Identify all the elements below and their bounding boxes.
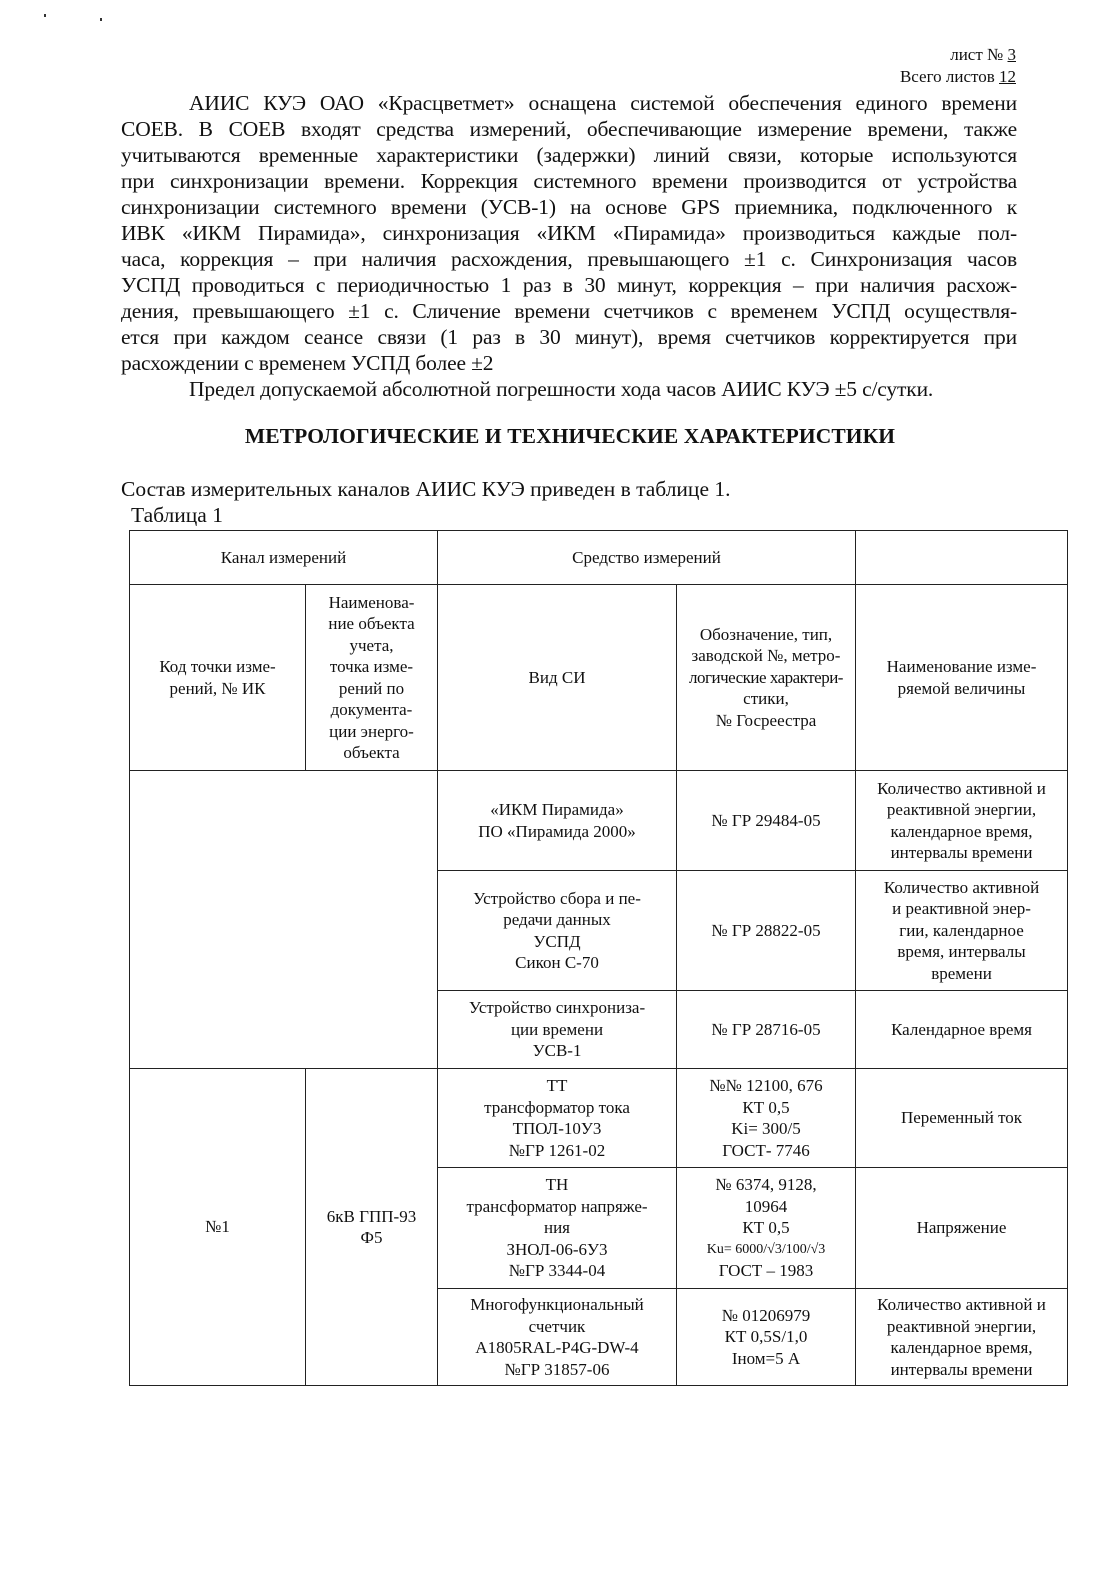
cell-text: 6кВ ГПП-93	[326, 1206, 417, 1226]
cell-text: точка изме-	[329, 657, 414, 676]
cell-quantity	[856, 771, 1068, 871]
cell-text: Количество активной и	[877, 1295, 1046, 1314]
cell-text: Обозначение, тип,	[699, 624, 833, 644]
cell-text: рений по	[338, 678, 405, 698]
cell-channel-code: №1	[130, 1069, 306, 1386]
total-label: Всего листов	[899, 67, 995, 86]
cell-text: ряемой величины	[897, 678, 1026, 698]
cell-type	[438, 1168, 677, 1289]
cell-text: Сикон С-70	[515, 953, 599, 972]
cell-text: Количество активной	[883, 877, 1040, 897]
cell-text: времени	[931, 963, 992, 983]
col-header-code	[130, 585, 306, 771]
cell-text: № ГР 28716-05	[711, 1019, 821, 1039]
cell-text: Ki= 300/5	[731, 1119, 801, 1138]
cell-text: КТ 0,5	[742, 1097, 790, 1117]
cell-text: 10964	[744, 1196, 788, 1216]
section-heading: МЕТРОЛОГИЧЕСКИЕ И ТЕХНИЧЕСКИЕ ХАРАКТЕРИСТИКИ	[244, 424, 896, 448]
cell-text: Многофункциональный	[470, 1295, 644, 1314]
cell-designation	[677, 871, 856, 991]
total-sheets	[900, 66, 1016, 88]
cell-text: трансформатор тока	[484, 1097, 630, 1117]
table-row	[130, 771, 1068, 871]
cell-text: ции времени	[510, 1019, 604, 1039]
cell-text: гии, календарное	[899, 920, 1024, 940]
cell-text: Календарное время	[891, 1019, 1032, 1039]
cell-text: № 01206979	[721, 1305, 811, 1325]
cell-text: ЗНОЛ-06-6У3	[506, 1239, 608, 1259]
table-row	[130, 1069, 1068, 1168]
cell-text: реактивной энергии,	[886, 1316, 1037, 1336]
cell-type	[438, 771, 677, 871]
cell-text: календарное время,	[890, 821, 1033, 841]
cell-text: №№ 12100, 676	[709, 1076, 823, 1095]
paragraph-line: при синхронизации времени. Коррекция системного времени производится от устройства	[121, 169, 1017, 193]
cell-text: время, интервалы	[897, 942, 1026, 962]
cell-text: Переменный ток	[900, 1108, 1023, 1128]
cell-quantity	[856, 991, 1068, 1069]
group-header-channel: Канал измерений	[130, 531, 438, 585]
col-header-object	[306, 585, 438, 771]
cell-text: ПО «Пирамида 2000»	[478, 821, 636, 841]
cell-quantity	[856, 871, 1068, 991]
cell-text: Количество активной и	[877, 778, 1046, 798]
cell-text: КТ 0,5S/1,0	[724, 1327, 808, 1347]
cell-text: Напряжение	[916, 1218, 1007, 1238]
cell-text: ГОСТ – 1983	[718, 1261, 814, 1281]
cell-designation	[677, 991, 856, 1069]
cell-type	[438, 991, 677, 1069]
cell-text: Код точки изме-	[159, 657, 276, 676]
scan-speck	[100, 18, 102, 21]
cell-text: ТПОЛ-10У3	[512, 1119, 602, 1138]
cell-text: № ГР 29484-05	[711, 810, 821, 830]
paragraph-line: расхождении с временем УСПД более ±2	[121, 351, 494, 375]
measurement-channels-table	[129, 530, 1068, 1386]
cell-text: №ГР 1261-02	[508, 1140, 606, 1160]
cell-text: счетчик	[528, 1316, 586, 1336]
cell-text: Вид СИ	[528, 667, 586, 687]
cell-quantity	[856, 1168, 1068, 1289]
cell-object-name	[306, 1069, 438, 1386]
cell-text: ГОСТ- 7746	[722, 1140, 810, 1160]
paragraph-time-sync	[121, 90, 1017, 402]
cell-type	[438, 1069, 677, 1168]
paragraph-line: УСПД проводиться с периодичностью 1 раз в 30 минут, коррекция – при наличия расхож-	[121, 273, 1017, 297]
cell-text: Устройство синхрониза-	[468, 998, 646, 1018]
paragraph-line: синхронизации системного времени (УСВ-1) на основе GPS приемника, подключенного к	[121, 195, 1017, 219]
cell-text: и реактивной энер-	[892, 899, 1031, 919]
col-header-type	[438, 585, 677, 771]
sheet-number	[950, 44, 1016, 66]
cell-text: ние объекта	[328, 614, 415, 633]
cell-text: КТ 0,5	[742, 1218, 790, 1238]
table-intro: Состав измерительных каналов АИИС КУЭ приведен в таблице 1.	[121, 477, 731, 501]
cell-text: ния	[543, 1218, 570, 1238]
paragraph-line: АИИС КУЭ ОАО «Красцветмет» оснащена системой обеспечения единого времени	[189, 91, 1017, 115]
cell-text: № 6374, 9128,	[715, 1175, 817, 1195]
col-header-quantity	[856, 585, 1068, 771]
col-header-designation	[677, 585, 856, 771]
table-column-header-row	[130, 585, 1068, 771]
cell-designation	[677, 1069, 856, 1168]
paragraph-line: часа, коррекция – при наличия расхождения, превышающего ±1 с. Синхронизация часов	[121, 247, 1017, 271]
cell-text: № Госреестра	[715, 710, 817, 730]
cell-text: интервалы времени	[890, 843, 1033, 862]
cell-type	[438, 871, 677, 991]
cell-quantity	[856, 1069, 1068, 1168]
cell-text: № ГР 28822-05	[711, 920, 821, 940]
cell-text: УСПД	[533, 931, 581, 951]
cell-text: учета,	[349, 635, 394, 655]
cell-text: №ГР 31857-06	[504, 1359, 610, 1379]
cell-quantity	[856, 1289, 1068, 1386]
scan-speck	[44, 14, 46, 17]
cell-text: №ГР 3344-04	[508, 1261, 606, 1281]
cell-text: логические характери-	[689, 667, 843, 687]
paragraph-line: ИВК «ИКМ Пирамида», синхронизация «ИКМ «Пирамида» производиться каждые пол-	[121, 221, 1017, 245]
cell-text: трансформатор напряже-	[466, 1196, 648, 1216]
table-group-header-row	[130, 531, 1068, 585]
cell-text: реактивной энергии,	[886, 800, 1037, 819]
paragraph-line: дения, превышающего ±1 с. Сличение времени счетчиков с временем УСПД осуществля-	[121, 299, 1017, 323]
cell-text: ции энерго-	[329, 721, 414, 741]
table-caption: Таблица 1	[131, 503, 223, 527]
cell-type	[438, 1289, 677, 1386]
cell-designation	[677, 1168, 856, 1289]
total-number-value: 12	[999, 67, 1016, 86]
cell-text: УСВ-1	[532, 1041, 582, 1061]
cell-designation	[677, 1289, 856, 1386]
cell-text: Устройство сбора и пе-	[473, 888, 641, 908]
cell-text: объекта	[343, 743, 400, 762]
cell-text: календарное время,	[890, 1338, 1033, 1357]
common-empty-cell	[130, 771, 438, 1069]
cell-text: Наименова-	[328, 592, 415, 612]
cell-text: Ф5	[360, 1228, 383, 1247]
paragraph-line: ется при каждом сеансе связи (1 раз в 30 минут), время счетчиков корректируется при	[121, 325, 1017, 349]
cell-text: Наименование изме-	[886, 657, 1037, 676]
cell-text: стики,	[743, 689, 789, 709]
paragraph-line: учитываются временные характеристики (задержки) линий связи, которые используются	[121, 143, 1017, 167]
cell-text: Iном=5 А	[731, 1348, 801, 1368]
cell-text: А1805RAL-P4G-DW-4	[475, 1338, 639, 1357]
cell-designation	[677, 771, 856, 871]
group-header-empty	[856, 531, 1068, 585]
paragraph-clock-error: Предел допускаемой абсолютной погрешности хода часов АИИС КУЭ ±5 с/сутки.	[189, 377, 934, 401]
sheet-number-value: 3	[1007, 45, 1016, 64]
cell-text: ТТ	[546, 1076, 568, 1095]
cell-text: заводской №, метро-	[691, 646, 841, 666]
group-header-instrument: Средство измерений	[438, 531, 856, 585]
cell-text: интервалы времени	[890, 1359, 1033, 1379]
cell-text: документа-	[330, 700, 413, 719]
paragraph-line: СОЕВ. В СОЕВ входят средства измерений, обеспечивающие измерение времени, также	[121, 117, 1017, 141]
cell-text: «ИКМ Пирамида»	[490, 800, 624, 819]
cell-text: рений, № ИК	[169, 678, 266, 698]
cell-text: Ku= 6000/√3/100/√3	[706, 1241, 826, 1257]
cell-text: ТН	[545, 1175, 569, 1195]
cell-text: редачи данных	[503, 910, 611, 929]
sheet-label: лист №	[950, 45, 1004, 64]
